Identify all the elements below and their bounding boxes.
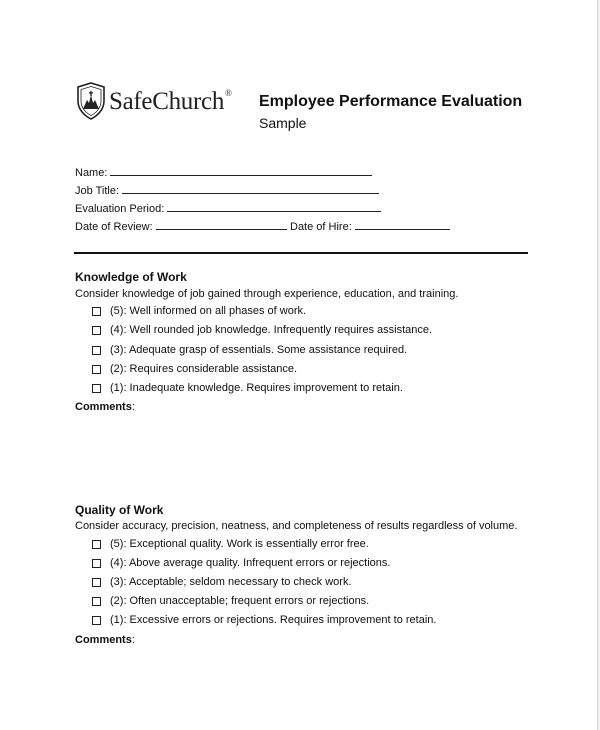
quality-option-4[interactable]: (4): Above average quality. Infrequent errors or rejections. (92, 557, 390, 570)
date-of-review-label: Date of Review: (75, 221, 153, 233)
date-of-hire-label: Date of Hire: (290, 221, 352, 233)
document-subtitle: Sample (259, 115, 307, 131)
quality-option-5[interactable]: (5): Exceptional quality. Work is essentially error free. (92, 538, 369, 551)
knowledge-of-work-description: Consider knowledge of job gained through experience, education, and training. (75, 288, 459, 300)
job-title-field (75, 184, 379, 198)
evaluation-period-label: Evaluation Period: (75, 203, 165, 215)
quality-comments-label: Comments: (75, 634, 135, 646)
checkbox[interactable] (92, 326, 101, 335)
knowledge-comments-label: Comments: (75, 401, 135, 413)
name-blank[interactable] (110, 166, 372, 176)
date-of-hire-field (290, 220, 450, 234)
quality-option-2[interactable]: (2): Often unacceptable; frequent errors or rejections. (92, 595, 369, 608)
evaluation-period-blank[interactable] (167, 202, 381, 212)
header-divider (74, 252, 528, 254)
knowledge-option-1[interactable]: (1): Inadequate knowledge. Requires improvement to retain. (92, 382, 403, 395)
logo-wordmark: SafeChurch® (109, 87, 232, 115)
quality-option-3[interactable]: (3): Acceptable; seldom necessary to check work. (92, 576, 352, 589)
shield-icon (76, 82, 106, 120)
document-title: Employee Performance Evaluation (259, 93, 523, 110)
knowledge-option-5[interactable]: (5): Well informed on all phases of work. (92, 305, 306, 318)
job-title-blank[interactable] (122, 184, 379, 194)
checkbox[interactable] (92, 540, 101, 549)
date-of-review-blank[interactable] (156, 220, 287, 230)
knowledge-option-4[interactable]: (4): Well rounded job knowledge. Infrequently requires assistance. (92, 324, 432, 337)
checkbox[interactable] (92, 346, 101, 355)
name-label: Name: (75, 167, 108, 179)
knowledge-of-work-title: Knowledge of Work (75, 270, 187, 284)
evaluation-period-field (75, 202, 381, 216)
checkbox[interactable] (92, 578, 101, 587)
checkbox[interactable] (92, 616, 101, 625)
quality-option-1[interactable]: (1): Excessive errors or rejections. Requires improvement to retain. (92, 614, 436, 627)
knowledge-option-2[interactable]: (2): Requires considerable assistance. (92, 363, 297, 376)
date-of-hire-blank[interactable] (355, 220, 450, 230)
job-title-label: Job Title: (75, 185, 120, 197)
safechurch-logo (76, 82, 232, 120)
date-of-review-field (75, 220, 287, 234)
checkbox[interactable] (92, 597, 101, 606)
knowledge-option-3[interactable]: (3): Adequate grasp of essentials. Some assistance required. (92, 344, 407, 357)
checkbox[interactable] (92, 307, 101, 316)
name-field (75, 166, 372, 180)
checkbox[interactable] (92, 384, 101, 393)
checkbox[interactable] (92, 365, 101, 374)
quality-of-work-description: Consider accuracy, precision, neatness, and completeness of results regardless of volume. (75, 520, 518, 532)
checkbox[interactable] (92, 559, 101, 568)
quality-of-work-title: Quality of Work (75, 503, 164, 517)
